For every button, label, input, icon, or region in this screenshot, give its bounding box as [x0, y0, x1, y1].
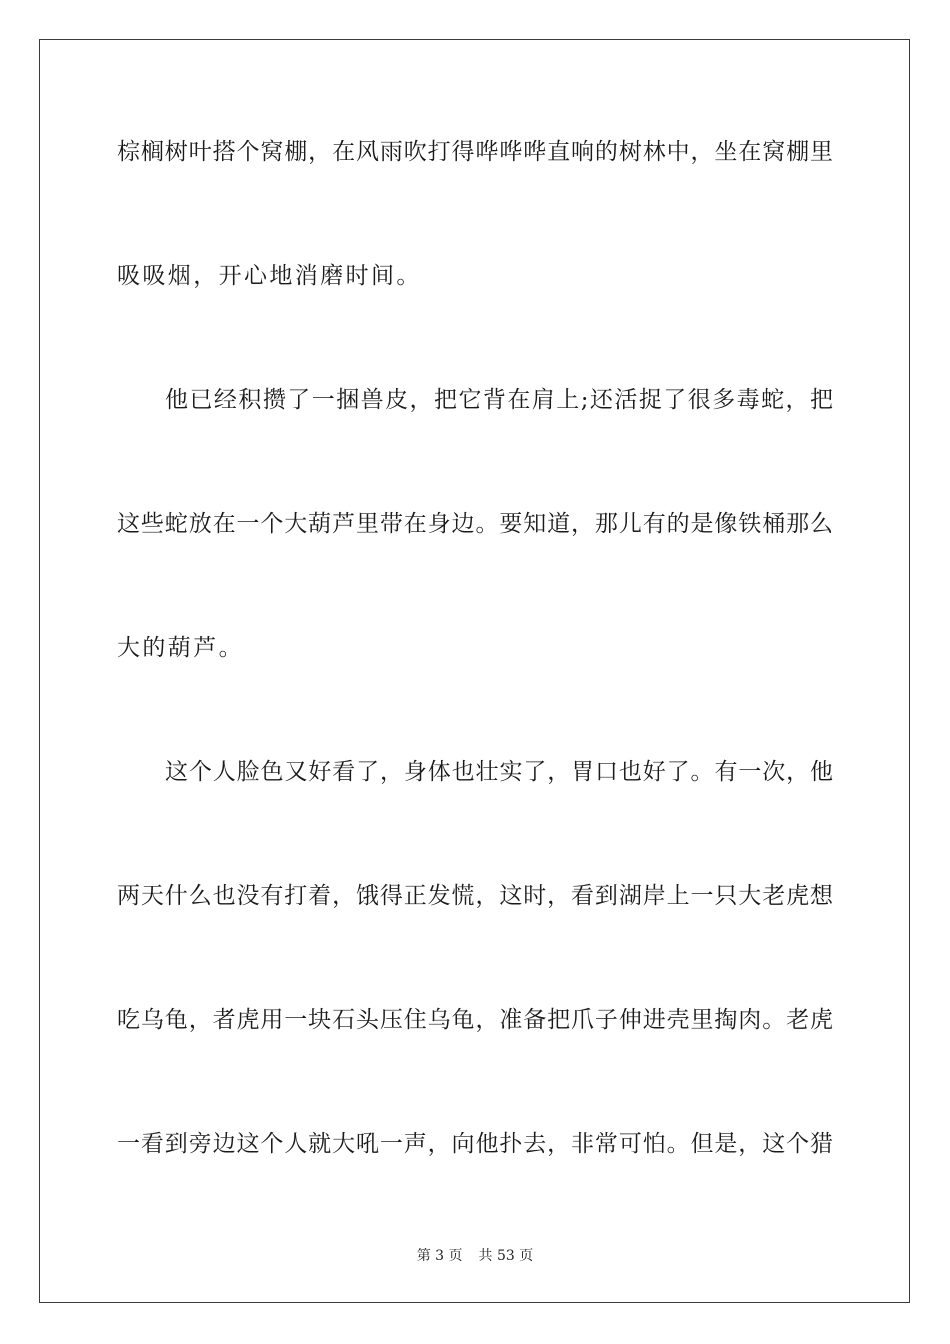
text-line-4: 这些蛇放在一个大葫芦里带在身边。要知道，那儿有的是像铁桶那么 [117, 511, 833, 537]
text-line-6: 这个人脸色又好看了，身体也壮实了，胃口也好了。有一次，他 [165, 759, 833, 785]
page-number: 第 3 页 [416, 1248, 463, 1264]
text-line-9: 一看到旁边这个人就大吼一声，向他扑去，非常可怕。但是，这个猎 [117, 1131, 833, 1157]
page-footer [0, 1247, 950, 1265]
text-line-8: 吃乌龟，者虎用一块石头压住乌龟，准备把爪子伸进壳里掏肉。老虎 [117, 1007, 833, 1033]
page-total: 共 53 页 [478, 1248, 534, 1264]
text-line-7: 两天什么也没有打着，饿得正发慌，这时，看到湖岸上一只大老虎想 [117, 883, 833, 909]
page-border [39, 39, 910, 1303]
text-line-5: 大的葫芦。 [117, 635, 244, 661]
text-line-3: 他已经积攒了一捆兽皮，把它背在肩上;还活捉了很多毒蛇，把 [165, 387, 833, 413]
text-line-1: 棕榈树叶搭个窝棚，在风雨吹打得哗哗哗直响的树林中，坐在窝棚里 [117, 139, 833, 165]
text-line-2: 吸吸烟，开心地消磨时间。 [117, 263, 422, 289]
